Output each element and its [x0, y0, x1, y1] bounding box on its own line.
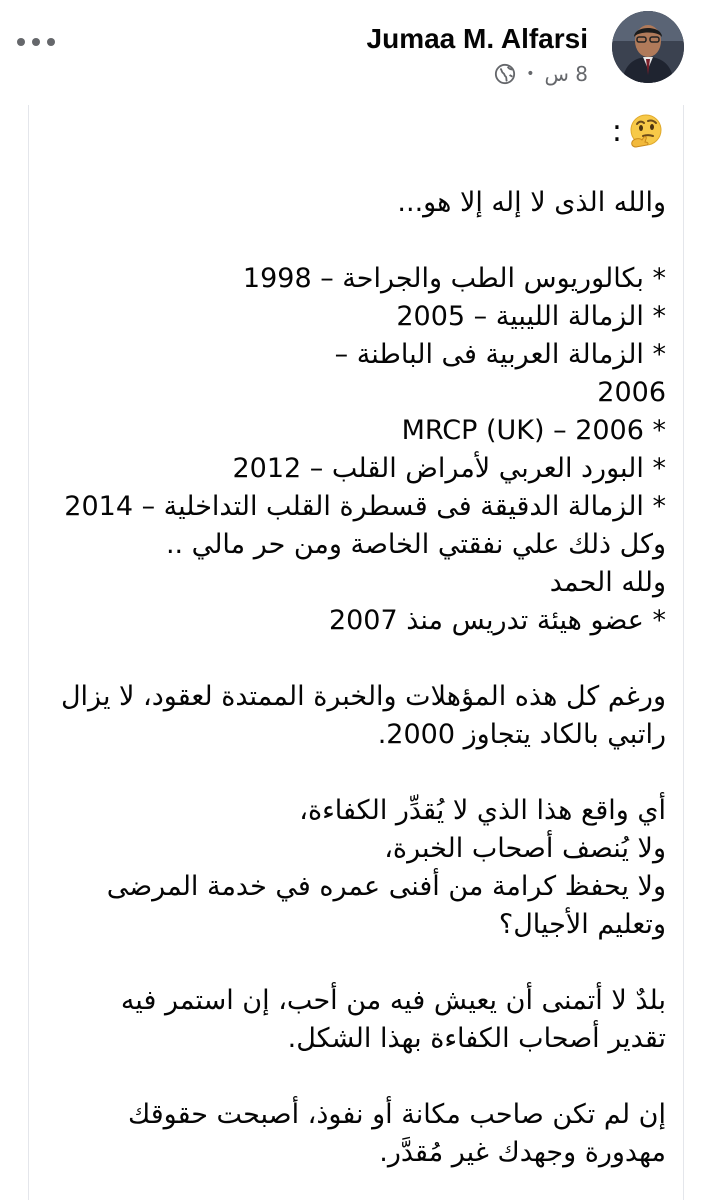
text-line: ولله الحمد: [549, 567, 666, 598]
text-line: * البورد العربي لأمراض القلب – 2012: [232, 453, 666, 484]
text-line: بلدٌ لا أتمنى أن يعيش فيه من أحب، إن استمر فيه: [120, 985, 666, 1016]
post-header: [367, 22, 588, 86]
blank-line: [26, 640, 666, 678]
more-dot: [32, 38, 40, 46]
text-line: راتبي بالكاد يتجاوز 2000.: [377, 719, 666, 750]
globe-icon: [494, 63, 516, 85]
blank-line: [26, 944, 666, 982]
text-line: أي واقع هذا الذي لا يُقدِّر الكفاءة،: [299, 795, 666, 826]
text-line: إن لم تكن صاحب مكانة أو نفوذ، أصبحت حقوقك: [128, 1099, 666, 1130]
emoji-colon: :: [611, 114, 622, 149]
post-text: [26, 110, 666, 1172]
text-line: ولا يحفظ كرامة من أفنى عمره في خدمة المرضى: [106, 871, 666, 902]
blank-line: [26, 1058, 666, 1096]
blank-line: [26, 222, 666, 260]
meta-separator: •: [526, 66, 535, 82]
text-line: * عضو هيئة تدريس منذ 2007: [328, 605, 666, 636]
author-avatar[interactable]: [612, 11, 684, 83]
text-line: تقدير أصحاب الكفاءة بهذا الشكل.: [287, 1023, 666, 1054]
text-line: ورغم كل هذه المؤهلات والخبرة الممتدة لعقود، لا يزال: [60, 681, 666, 712]
more-options-button[interactable]: [14, 24, 58, 60]
text-line: والله الذى لا إله إلا هو...: [397, 187, 666, 218]
text-line: مهدورة وجهدك غير مُقدَّر.: [379, 1137, 666, 1168]
post-timestamp[interactable]: 8 س: [544, 62, 588, 86]
text-line: وكل ذلك علي نفقتي الخاصة ومن حر مالي ..: [165, 529, 666, 560]
text-line: * بكالوريوس الطب والجراحة – 1998: [242, 263, 666, 294]
more-dot: [17, 38, 25, 46]
post-meta: [367, 62, 588, 86]
thinking-face-icon: [626, 112, 666, 152]
text-line: * الزمالة الدقيقة فى قسطرة القلب التداخلية – 2014: [64, 491, 666, 522]
avatar-image: [612, 11, 684, 83]
text-line: * MRCP (UK) – 2006: [401, 415, 666, 446]
author-name[interactable]: Jumaa M. Alfarsi: [366, 23, 588, 54]
blank-line: [26, 754, 666, 792]
text-line: * الزمالة العربية فى الباطنة –: [334, 339, 666, 370]
text-line: ولا يُنصف أصحاب الخبرة،: [384, 833, 666, 864]
more-dot: [47, 38, 55, 46]
text-line: وتعليم الأجيال؟: [498, 909, 666, 940]
emoji-line: [26, 110, 666, 154]
text-line: * الزمالة الليبية – 2005: [396, 301, 666, 332]
text-line: 2006: [597, 377, 666, 408]
